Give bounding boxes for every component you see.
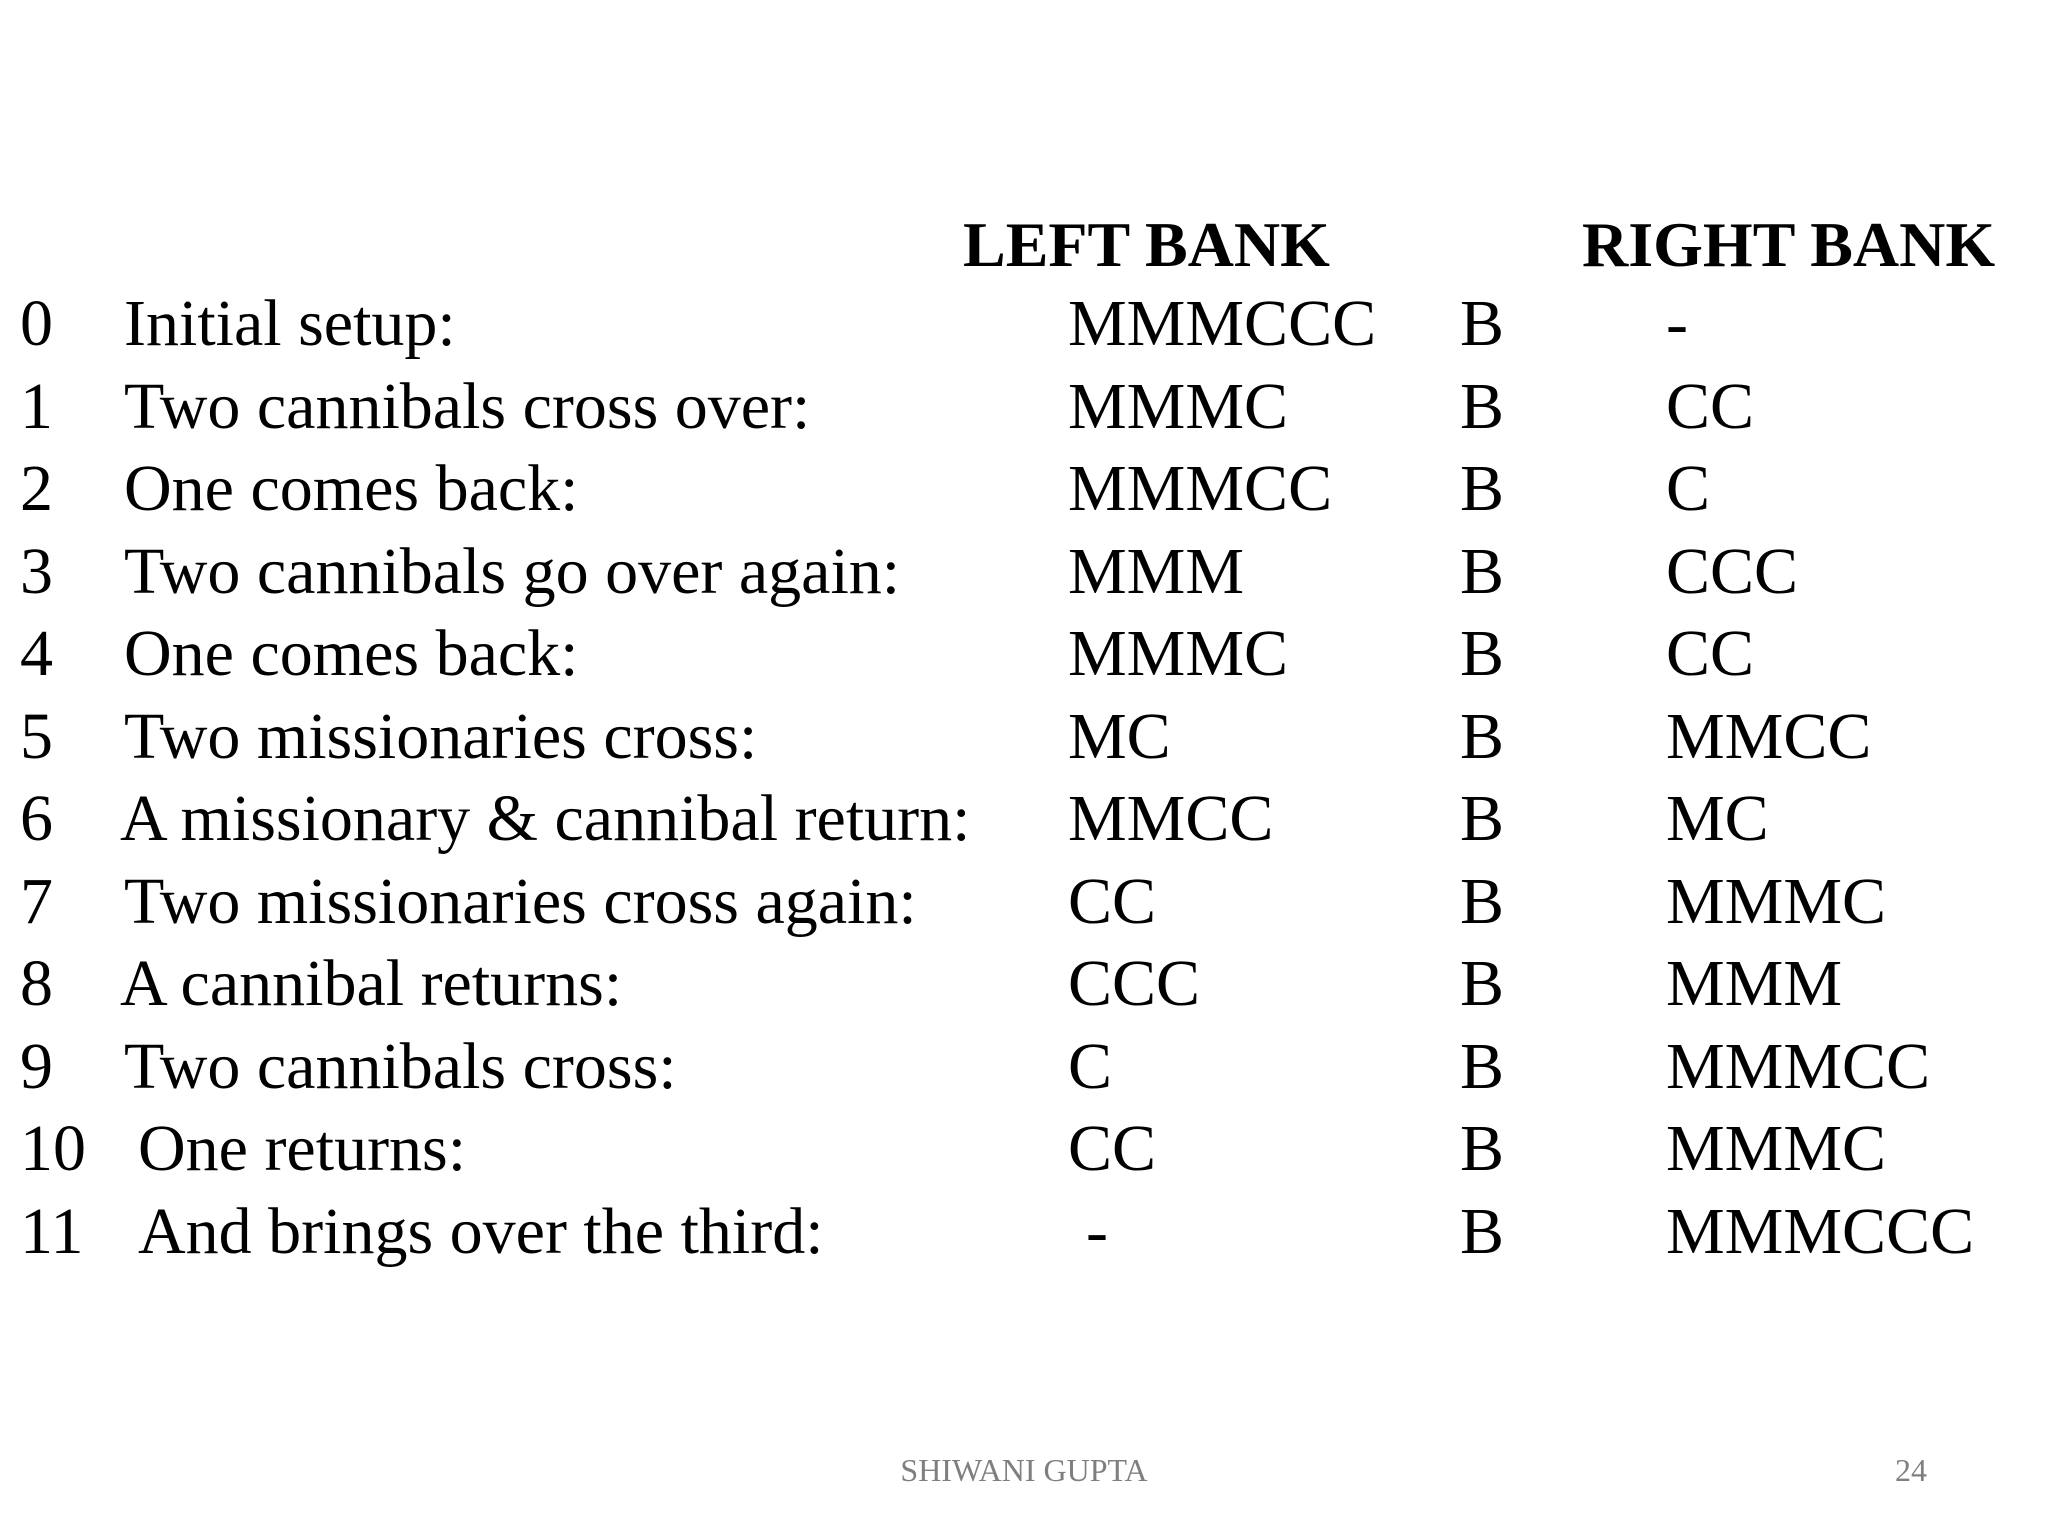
step-description: One returns:: [138, 1112, 467, 1185]
right-bank-state: MMMCCC: [1666, 1194, 1975, 1268]
step-row: [0, 943, 2048, 1026]
boat-marker: B: [1460, 1194, 1505, 1268]
right-bank-state: MMMCC: [1666, 1029, 1931, 1103]
step-row: [0, 366, 2048, 449]
right-bank-state: C: [1666, 452, 1711, 525]
right-bank-state: MMMC: [1666, 864, 1887, 938]
right-bank-state: MMMC: [1666, 1112, 1887, 1185]
boat-marker: B: [1460, 1112, 1505, 1185]
step-number: 3: [20, 534, 53, 608]
left-bank-state: -: [1086, 1194, 1108, 1268]
left-bank-state: MMMCC: [1068, 452, 1333, 525]
step-number: 8: [20, 947, 53, 1020]
left-bank-state: MMMCCC: [1068, 287, 1377, 360]
left-bank-state: C: [1068, 1029, 1113, 1103]
step-number: 0: [20, 287, 53, 360]
step-description: A cannibal returns:: [120, 947, 623, 1020]
left-bank-state: MMM: [1068, 534, 1245, 608]
step-row: [0, 613, 2048, 696]
step-row: [0, 1191, 2048, 1274]
step-description: One comes back:: [124, 617, 579, 690]
right-bank-header: RIGHT BANK: [1582, 209, 1996, 280]
left-bank-state: CCC: [1068, 947, 1201, 1020]
step-row: [0, 1108, 2048, 1191]
boat-marker: B: [1460, 947, 1505, 1020]
boat-marker: B: [1460, 369, 1505, 443]
left-bank-state: CC: [1068, 864, 1157, 938]
boat-marker: B: [1460, 452, 1505, 525]
page-number: 24: [1895, 1452, 1927, 1488]
right-bank-state: MC: [1666, 782, 1769, 855]
step-number: 11: [20, 1194, 84, 1268]
column-headers: [0, 205, 2048, 285]
step-number: 6: [20, 782, 53, 855]
step-number: 7: [20, 864, 53, 938]
step-row: [0, 448, 2048, 531]
step-row: [0, 283, 2048, 366]
boat-marker: B: [1460, 617, 1505, 690]
right-bank-state: CC: [1666, 369, 1755, 443]
step-row: [0, 1026, 2048, 1109]
right-bank-state: MMM: [1666, 947, 1843, 1020]
boat-marker: B: [1460, 287, 1505, 360]
step-description: One comes back:: [124, 452, 579, 525]
right-bank-state: CCC: [1666, 534, 1799, 608]
right-bank-state: MMCC: [1666, 699, 1872, 773]
step-description: Two cannibals go over again:: [124, 534, 901, 608]
step-row: [0, 778, 2048, 861]
left-bank-state: MMMC: [1068, 369, 1289, 443]
boat-marker: B: [1460, 699, 1505, 773]
right-bank-state: -: [1666, 287, 1688, 360]
step-number: 5: [20, 699, 53, 773]
left-bank-state: CC: [1068, 1112, 1157, 1185]
right-bank-state: CC: [1666, 617, 1755, 690]
step-number: 4: [20, 617, 53, 690]
boat-marker: B: [1460, 1029, 1505, 1103]
step-description: Initial setup:: [124, 287, 456, 360]
step-row: [0, 531, 2048, 614]
step-description: Two missionaries cross:: [124, 699, 758, 773]
step-number: 1: [20, 369, 53, 443]
footer-author: SHIWANI GUPTA: [900, 1452, 1148, 1488]
boat-marker: B: [1460, 864, 1505, 938]
left-bank-header: LEFT BANK: [963, 209, 1330, 280]
step-description: Two missionaries cross again:: [124, 864, 917, 938]
boat-marker: B: [1460, 782, 1505, 855]
left-bank-state: MMMC: [1068, 617, 1289, 690]
step-description: And brings over the third:: [138, 1194, 824, 1268]
left-bank-state: MC: [1068, 699, 1171, 773]
step-number: 9: [20, 1029, 53, 1103]
steps-table: [0, 283, 2048, 1273]
step-row: [0, 861, 2048, 944]
boat-marker: B: [1460, 534, 1505, 608]
step-description: Two cannibals cross:: [124, 1029, 677, 1103]
step-row: [0, 696, 2048, 779]
step-number: 10: [20, 1112, 86, 1185]
step-description: Two cannibals cross over:: [124, 369, 811, 443]
step-description: A missionary & cannibal return:: [120, 782, 971, 855]
left-bank-state: MMCC: [1068, 782, 1274, 855]
step-number: 2: [20, 452, 53, 525]
